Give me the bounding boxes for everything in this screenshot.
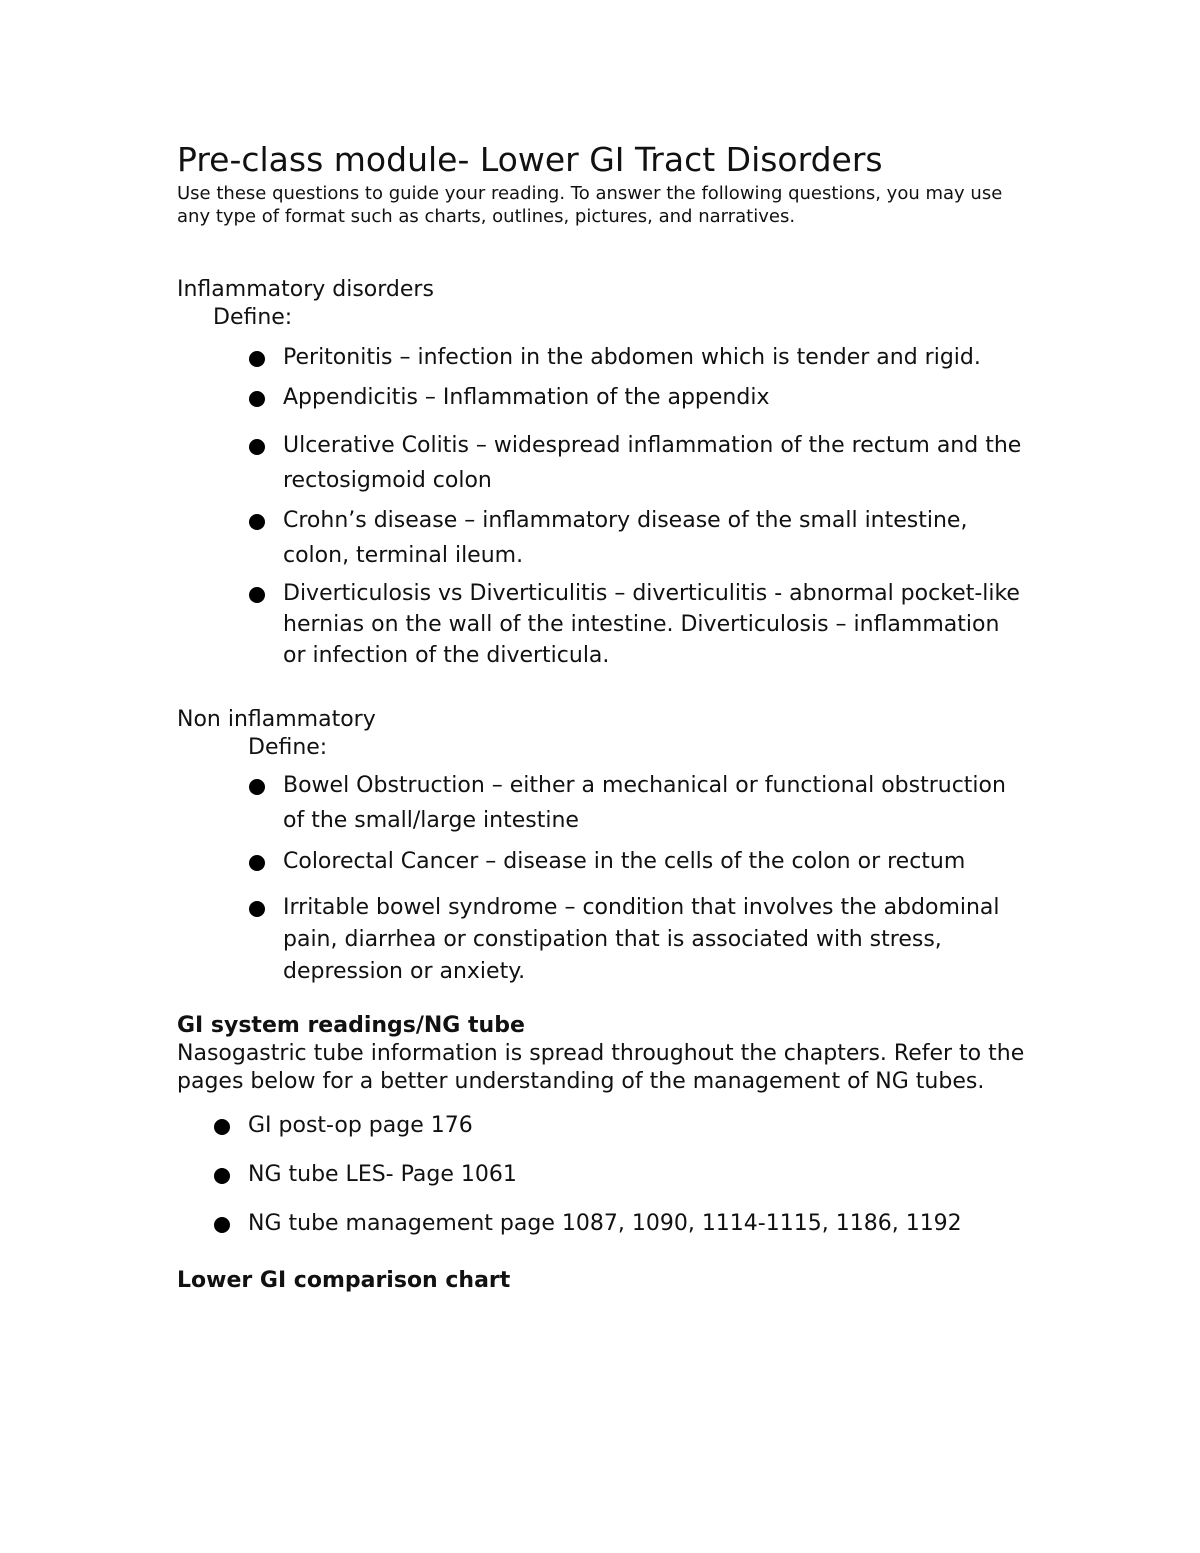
list-item-text: Ulcerative Colitis – widespread inflammation of the rectum and the rectosigmoid colon (283, 433, 1022, 493)
inflammatory-list (177, 340, 1027, 671)
bullet-icon (249, 439, 265, 455)
list-item (177, 340, 1027, 375)
gi-readings-section (177, 1012, 1027, 1241)
list-item-text: GI post-op page 176 (248, 1113, 473, 1138)
inflammatory-section (177, 276, 1027, 671)
list-item (177, 380, 1027, 415)
gi-readings-list (177, 1108, 1027, 1241)
list-item (177, 1108, 1027, 1143)
list-item-text: Peritonitis – infection in the abdomen which is tender and rigid. (283, 345, 981, 370)
list-item (177, 428, 1027, 498)
bullet-icon (249, 351, 265, 367)
list-item (177, 892, 1027, 988)
spacer (177, 1241, 1027, 1267)
list-item (177, 1157, 1027, 1192)
spacer (177, 671, 1027, 706)
noninflammatory-section (177, 706, 1027, 988)
gi-readings-paragraph: Nasogastric tube information is spread throughout the chapters. Refer to the pages below for a better understanding of the management of NG tubes. (177, 1041, 1025, 1094)
list-item-text: Diverticulosis vs Diverticulitis – diverticulitis - abnormal pocket-like hernias on the wall of the intestine. Diverticulosis – inflammation or infection of the diverticula. (283, 581, 1020, 668)
bullet-icon (249, 901, 265, 917)
inflammatory-heading: Inflammatory disorders (177, 277, 434, 302)
noninflammatory-heading: Non inflammatory (177, 707, 376, 732)
document-page (177, 140, 1027, 1295)
bullet-icon (249, 779, 265, 795)
bullet-icon (249, 855, 265, 871)
list-item (177, 1206, 1027, 1241)
list-item (177, 844, 1027, 879)
list-item (177, 578, 1027, 671)
list-item (177, 768, 1027, 838)
list-item-text: Appendicitis – Inflammation of the appendix (283, 385, 770, 410)
list-item-text: NG tube management page 1087, 1090, 1114-1115, 1186, 1192 (248, 1211, 962, 1236)
list-item (177, 503, 1027, 573)
page-title: Pre-class module- Lower GI Tract Disorders (177, 140, 883, 179)
list-item-text: Crohn’s disease – inflammatory disease of the small intestine, colon, terminal ileum. (283, 508, 968, 568)
page-subtitle: Use these questions to guide your reading. To answer the following questions, you may use any type of format such as charts, outlines, pictures, and narratives. (177, 183, 1003, 227)
comparison-chart-heading: Lower GI comparison chart (177, 1268, 511, 1293)
list-item-text: NG tube LES- Page 1061 (248, 1162, 517, 1187)
gi-readings-heading: GI system readings/NG tube (177, 1013, 525, 1038)
inflammatory-define-label: Define: (213, 305, 293, 330)
bullet-icon (249, 587, 265, 603)
list-item-text: Bowel Obstruction – either a mechanical or functional obstruction of the small/large intestine (283, 773, 1006, 833)
bullet-icon (214, 1217, 230, 1233)
bullet-icon (214, 1119, 230, 1135)
bullet-icon (249, 391, 265, 407)
bullet-icon (249, 514, 265, 530)
list-item-text: Colorectal Cancer – disease in the cells of the colon or rectum (283, 849, 966, 874)
spacer (177, 988, 1027, 1012)
list-item-text: Irritable bowel syndrome – condition that involves the abdominal pain, diarrhea or constipation that is associated with stress, depression or anxiety. (283, 895, 1000, 984)
noninflammatory-list (177, 768, 1027, 988)
bullet-icon (214, 1168, 230, 1184)
spacer (177, 228, 1027, 276)
noninflammatory-define-label: Define: (248, 735, 328, 760)
